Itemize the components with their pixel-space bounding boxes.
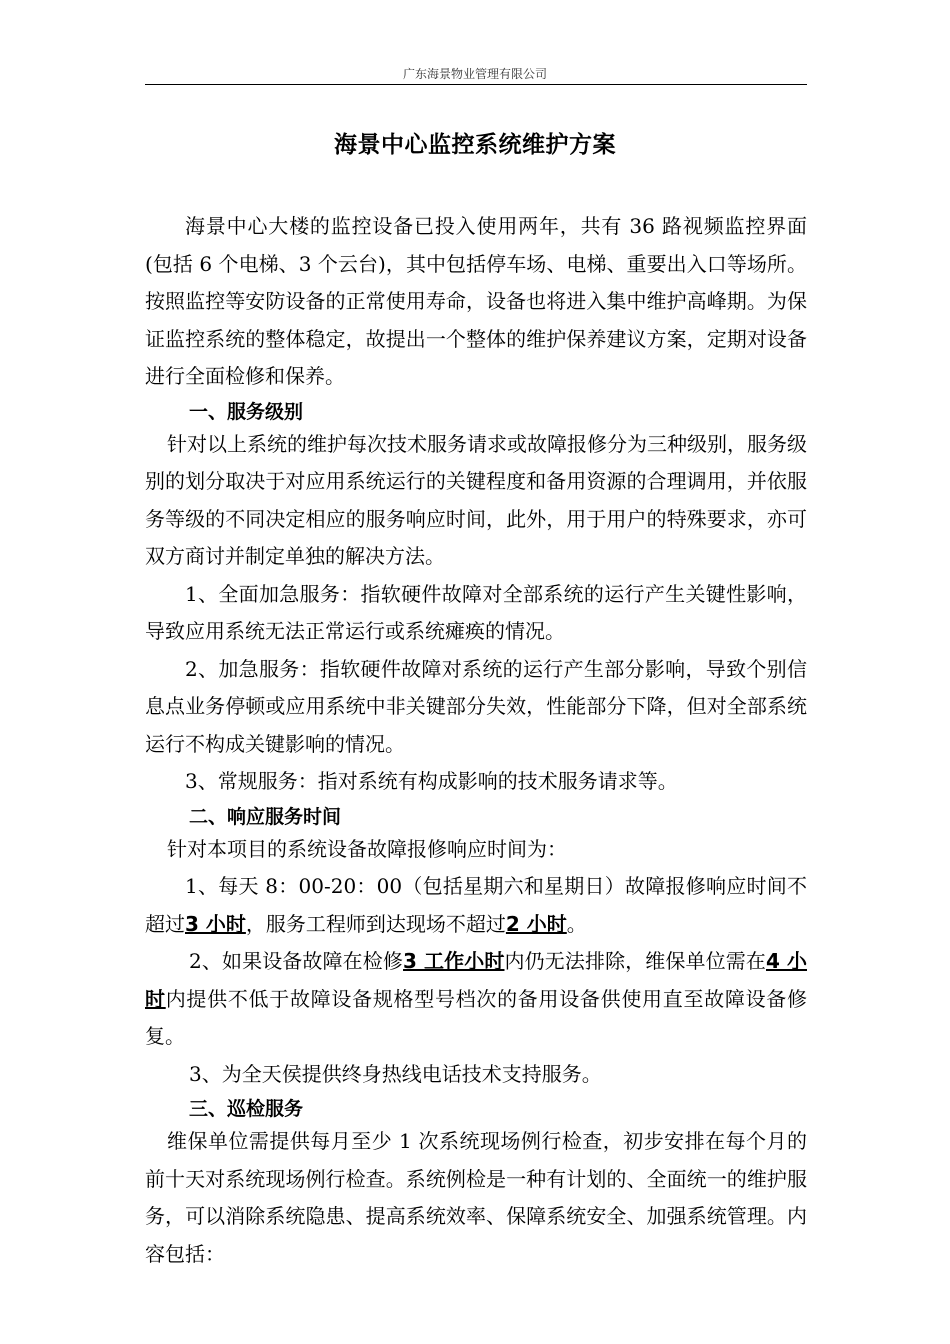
response-time-item-1 [145, 868, 807, 943]
response-time-paragraph: 针对本项目的系统设备故障报修响应时间为： [167, 836, 567, 861]
service-level-paragraph: 针对以上系统的维护每次技术服务请求或故障报修分为三种级别，服务级别的划分取决于对应用系统运行的关键程度和备用资源的合理调用，并依服务等级的不同决定相应的服务响应时间，此外，用于用户的特殊要求，亦可双方商讨并制定单独的解决方法。 [145, 431, 807, 568]
response-limit-hours: 3 小时 [185, 911, 246, 936]
response-time-item-2 [145, 943, 807, 1056]
service-level-item-1: 1、全面加急服务：指软硬件故障对全部系统的运行产生关键性影响，导致应用系统无法正常运行或系统瘫痪的情况。 [145, 581, 807, 643]
page-header-company: 广东海景物业管理有限公司 [402, 67, 547, 81]
backup-limit-hours: 4 小时 [145, 949, 807, 1011]
document-body [145, 208, 807, 1273]
onsite-limit-hours: 2 小时 [505, 911, 567, 936]
service-level-item-2: 2、加急服务：指软硬件故障对系统的运行产生部分影响，导致个别信息点业务停顿或应用系统中非关键部分失效，性能部分下降，但对全部系统运行不构成关键影响的情况。 [145, 656, 807, 756]
header-divider [145, 84, 807, 85]
response-item-2-text-b: 内仍无法排除，维保单位需在 [504, 949, 766, 973]
response-time-item-3: 3、为全天侯提供终身热线电话技术支持服务。 [189, 1061, 602, 1086]
response-item-1-text-a: 1、每天 8：00-20：00（包括星期六和星期日）故障报修响应时间不超过 [145, 874, 807, 936]
section-heading-response-time: 二、响应服务时间 [189, 805, 342, 828]
response-item-1-text-c: 。 [566, 911, 587, 936]
service-level-item-3: 3、常规服务：指对系统有构成影响的技术服务请求等。 [185, 769, 678, 793]
inspection-paragraph: 维保单位需提供每月至少 1 次系统现场例行检查，初步安排在每个月的前十天对系统现场例行检查。系统例检是一种有计划的、全面统一的维护服务，可以消除系统隐患、提高系统效率、保障系统安全、加强系统管理。内容包括： [145, 1129, 807, 1266]
document-title: 海景中心监控系统维护方案 [334, 132, 616, 158]
section-heading-inspection: 三、巡检服务 [189, 1098, 304, 1120]
section-heading-service-level: 一、服务级别 [189, 400, 304, 423]
response-item-2-text-a: 2、如果设备故障在检修 [189, 949, 404, 973]
repair-limit-work-hours: 3 工作小时 [403, 949, 505, 973]
response-item-1-text-b: ，服务工程师到达现场不超过 [245, 911, 506, 936]
response-item-2-text-c: 内提供不低于故障设备规格型号档次的备用设备供使用直至故障设备修复。 [145, 986, 808, 1048]
intro-paragraph: 海景中心大楼的监控设备已投入使用两年，共有 36 路视频监控界面(包括 6 个电梯、3 个云台)，其中包括停车场、电梯、重要出入口等场所。按照监控等安防设备的正常使用寿命，设备也将进入集中维护高峰期。为保证监控系统的整体稳定，故提出一个整体的维护保养建议方案，定期对设备进行全面检修和保养。 [145, 214, 807, 388]
